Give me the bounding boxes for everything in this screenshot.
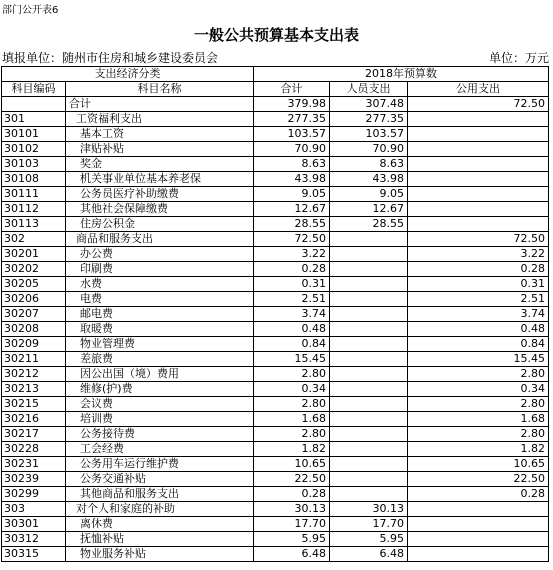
row-total: 8.63 xyxy=(254,157,330,172)
row-name: 办公费 xyxy=(66,247,254,262)
row-public: 1.68 xyxy=(408,412,549,427)
header-public: 公用支出 xyxy=(408,82,549,97)
row-public: 10.65 xyxy=(408,457,549,472)
row-code: 30207 xyxy=(2,307,66,322)
row-code: 30239 xyxy=(2,472,66,487)
row-personnel xyxy=(330,442,408,457)
row-name: 对个人和家庭的补助 xyxy=(66,502,254,517)
row-total: 2.80 xyxy=(254,367,330,382)
row-name: 水费 xyxy=(66,277,254,292)
row-code: 30315 xyxy=(2,547,66,562)
table-row xyxy=(2,517,549,532)
header-year-budget: 2018年预算数 xyxy=(254,67,549,82)
row-total: 12.67 xyxy=(254,202,330,217)
row-personnel xyxy=(330,472,408,487)
row-code: 30208 xyxy=(2,322,66,337)
row-code: 30113 xyxy=(2,217,66,232)
row-total: 0.31 xyxy=(254,277,330,292)
row-total: 3.74 xyxy=(254,307,330,322)
row-total: 15.45 xyxy=(254,352,330,367)
table-row xyxy=(2,397,549,412)
row-personnel xyxy=(330,337,408,352)
budget-expenditure-table xyxy=(1,66,549,562)
table-row xyxy=(2,187,549,202)
header-econ-class: 支出经济分类 xyxy=(2,67,254,82)
table-row xyxy=(2,97,549,112)
row-public: 72.50 xyxy=(408,97,549,112)
row-name: 机关事业单位基本养老保 xyxy=(66,172,254,187)
row-name: 离休费 xyxy=(66,517,254,532)
row-public: 2.80 xyxy=(408,427,549,442)
row-personnel xyxy=(330,277,408,292)
row-public: 3.74 xyxy=(408,307,549,322)
row-code: 30201 xyxy=(2,247,66,262)
row-public: 0.48 xyxy=(408,322,549,337)
row-code: 30215 xyxy=(2,397,66,412)
row-personnel: 8.63 xyxy=(330,157,408,172)
row-public xyxy=(408,112,549,127)
row-name: 培训费 xyxy=(66,412,254,427)
row-code: 30231 xyxy=(2,457,66,472)
row-personnel xyxy=(330,262,408,277)
row-total: 0.34 xyxy=(254,382,330,397)
row-name: 津贴补贴 xyxy=(66,142,254,157)
row-total: 22.50 xyxy=(254,472,330,487)
table-row xyxy=(2,277,549,292)
row-personnel: 9.05 xyxy=(330,187,408,202)
row-total: 0.48 xyxy=(254,322,330,337)
row-name: 印刷费 xyxy=(66,262,254,277)
row-public: 0.28 xyxy=(408,487,549,502)
row-total: 0.28 xyxy=(254,487,330,502)
row-public: 2.80 xyxy=(408,397,549,412)
table-row xyxy=(2,292,549,307)
row-total: 72.50 xyxy=(254,232,330,247)
header-total: 合计 xyxy=(254,82,330,97)
row-code: 302 xyxy=(2,232,66,247)
row-personnel xyxy=(330,352,408,367)
table-row xyxy=(2,217,549,232)
table-row xyxy=(2,202,549,217)
table-row xyxy=(2,172,549,187)
row-name: 公务交通补贴 xyxy=(66,472,254,487)
row-public xyxy=(408,157,549,172)
row-total: 379.98 xyxy=(254,97,330,112)
row-total: 30.13 xyxy=(254,502,330,517)
row-personnel: 6.48 xyxy=(330,547,408,562)
row-code: 30108 xyxy=(2,172,66,187)
row-name: 维修(护)费 xyxy=(66,382,254,397)
table-row xyxy=(2,112,549,127)
row-code: 30101 xyxy=(2,127,66,142)
row-public xyxy=(408,172,549,187)
row-total: 2.51 xyxy=(254,292,330,307)
row-code: 30212 xyxy=(2,367,66,382)
row-name: 工资福利支出 xyxy=(66,112,254,127)
row-personnel: 17.70 xyxy=(330,517,408,532)
row-code: 30312 xyxy=(2,532,66,547)
table-row xyxy=(2,457,549,472)
row-name: 工会经费 xyxy=(66,442,254,457)
row-code: 30205 xyxy=(2,277,66,292)
row-public xyxy=(408,142,549,157)
row-name: 公务员医疗补助缴费 xyxy=(66,187,254,202)
row-total: 3.22 xyxy=(254,247,330,262)
row-name: 差旅费 xyxy=(66,352,254,367)
row-public: 0.28 xyxy=(408,262,549,277)
row-code: 30228 xyxy=(2,442,66,457)
row-code: 30301 xyxy=(2,517,66,532)
row-public xyxy=(408,502,549,517)
row-total: 0.28 xyxy=(254,262,330,277)
row-public: 0.84 xyxy=(408,337,549,352)
row-name: 其他社会保障缴费 xyxy=(66,202,254,217)
table-row xyxy=(2,247,549,262)
row-public: 72.50 xyxy=(408,232,549,247)
row-name: 邮电费 xyxy=(66,307,254,322)
row-total: 2.80 xyxy=(254,397,330,412)
row-personnel xyxy=(330,427,408,442)
row-personnel xyxy=(330,292,408,307)
row-total: 103.57 xyxy=(254,127,330,142)
row-total: 70.90 xyxy=(254,142,330,157)
row-total: 5.95 xyxy=(254,532,330,547)
table-number-label: 部门公开表6 xyxy=(2,5,59,16)
table-row xyxy=(2,427,549,442)
row-total: 0.84 xyxy=(254,337,330,352)
row-public: 1.82 xyxy=(408,442,549,457)
row-total: 9.05 xyxy=(254,187,330,202)
row-code: 30299 xyxy=(2,487,66,502)
row-name: 电费 xyxy=(66,292,254,307)
table-row xyxy=(2,352,549,367)
row-public: 22.50 xyxy=(408,472,549,487)
table-row xyxy=(2,487,549,502)
row-public xyxy=(408,547,549,562)
row-personnel xyxy=(330,247,408,262)
row-code: 30102 xyxy=(2,142,66,157)
row-personnel: 277.35 xyxy=(330,112,408,127)
row-public: 15.45 xyxy=(408,352,549,367)
table-row xyxy=(2,502,549,517)
header-name: 科目名称 xyxy=(66,82,254,97)
row-code: 30216 xyxy=(2,412,66,427)
row-code: 30213 xyxy=(2,382,66,397)
row-total: 10.65 xyxy=(254,457,330,472)
row-personnel xyxy=(330,322,408,337)
table-row xyxy=(2,532,549,547)
table-row xyxy=(2,127,549,142)
row-code xyxy=(2,97,66,112)
row-name: 抚恤补贴 xyxy=(66,532,254,547)
row-public xyxy=(408,517,549,532)
row-code: 30217 xyxy=(2,427,66,442)
row-name: 会议费 xyxy=(66,397,254,412)
row-public: 0.31 xyxy=(408,277,549,292)
row-total: 28.55 xyxy=(254,217,330,232)
row-public xyxy=(408,202,549,217)
row-personnel xyxy=(330,382,408,397)
table-row xyxy=(2,412,549,427)
row-personnel: 5.95 xyxy=(330,532,408,547)
table-row xyxy=(2,442,549,457)
row-total: 43.98 xyxy=(254,172,330,187)
row-public xyxy=(408,217,549,232)
row-code: 301 xyxy=(2,112,66,127)
row-personnel: 307.48 xyxy=(330,97,408,112)
row-personnel: 103.57 xyxy=(330,127,408,142)
reporting-unit-label: 填报单位：随州市住房和城乡建设委员会 xyxy=(2,51,219,65)
row-personnel xyxy=(330,367,408,382)
table-row xyxy=(2,157,549,172)
row-personnel: 70.90 xyxy=(330,142,408,157)
row-name: 物业服务补贴 xyxy=(66,547,254,562)
row-total: 277.35 xyxy=(254,112,330,127)
row-public: 2.51 xyxy=(408,292,549,307)
row-public: 3.22 xyxy=(408,247,549,262)
row-name: 合计 xyxy=(66,97,254,112)
row-code: 30112 xyxy=(2,202,66,217)
row-code: 30111 xyxy=(2,187,66,202)
table-row xyxy=(2,307,549,322)
row-personnel xyxy=(330,397,408,412)
header-personnel: 人员支出 xyxy=(330,82,408,97)
row-personnel: 28.55 xyxy=(330,217,408,232)
table-row xyxy=(2,547,549,562)
row-personnel xyxy=(330,232,408,247)
row-name: 住房公积金 xyxy=(66,217,254,232)
currency-unit-label: 单位：万元 xyxy=(488,51,549,65)
row-name: 基本工资 xyxy=(66,127,254,142)
table-row xyxy=(2,232,549,247)
row-name: 公务接待费 xyxy=(66,427,254,442)
row-public xyxy=(408,127,549,142)
row-code: 30206 xyxy=(2,292,66,307)
row-public: 0.34 xyxy=(408,382,549,397)
row-code: 30211 xyxy=(2,352,66,367)
row-name: 物业管理费 xyxy=(66,337,254,352)
table-row xyxy=(2,382,549,397)
row-public: 2.80 xyxy=(408,367,549,382)
row-total: 1.68 xyxy=(254,412,330,427)
row-code: 30209 xyxy=(2,337,66,352)
row-name: 取暖费 xyxy=(66,322,254,337)
row-name: 公务用车运行维护费 xyxy=(66,457,254,472)
row-code: 30202 xyxy=(2,262,66,277)
row-public xyxy=(408,187,549,202)
row-personnel xyxy=(330,487,408,502)
row-personnel xyxy=(330,457,408,472)
page-title: 一般公共预算基本支出表 xyxy=(193,26,359,44)
row-name: 其他商品和服务支出 xyxy=(66,487,254,502)
row-personnel: 43.98 xyxy=(330,172,408,187)
row-total: 6.48 xyxy=(254,547,330,562)
row-code: 303 xyxy=(2,502,66,517)
row-name: 奖金 xyxy=(66,157,254,172)
table-body xyxy=(2,97,549,562)
row-personnel: 30.13 xyxy=(330,502,408,517)
table-row xyxy=(2,472,549,487)
row-code: 30103 xyxy=(2,157,66,172)
row-total: 2.80 xyxy=(254,427,330,442)
row-personnel xyxy=(330,412,408,427)
row-name: 因公出国（境）费用 xyxy=(66,367,254,382)
row-name: 商品和服务支出 xyxy=(66,232,254,247)
table-row xyxy=(2,337,549,352)
row-total: 1.82 xyxy=(254,442,330,457)
table-row xyxy=(2,262,549,277)
table-row xyxy=(2,142,549,157)
header-code: 科目编码 xyxy=(2,82,66,97)
row-personnel: 12.67 xyxy=(330,202,408,217)
table-row xyxy=(2,367,549,382)
row-total: 17.70 xyxy=(254,517,330,532)
table-row xyxy=(2,322,549,337)
row-personnel xyxy=(330,307,408,322)
row-public xyxy=(408,532,549,547)
